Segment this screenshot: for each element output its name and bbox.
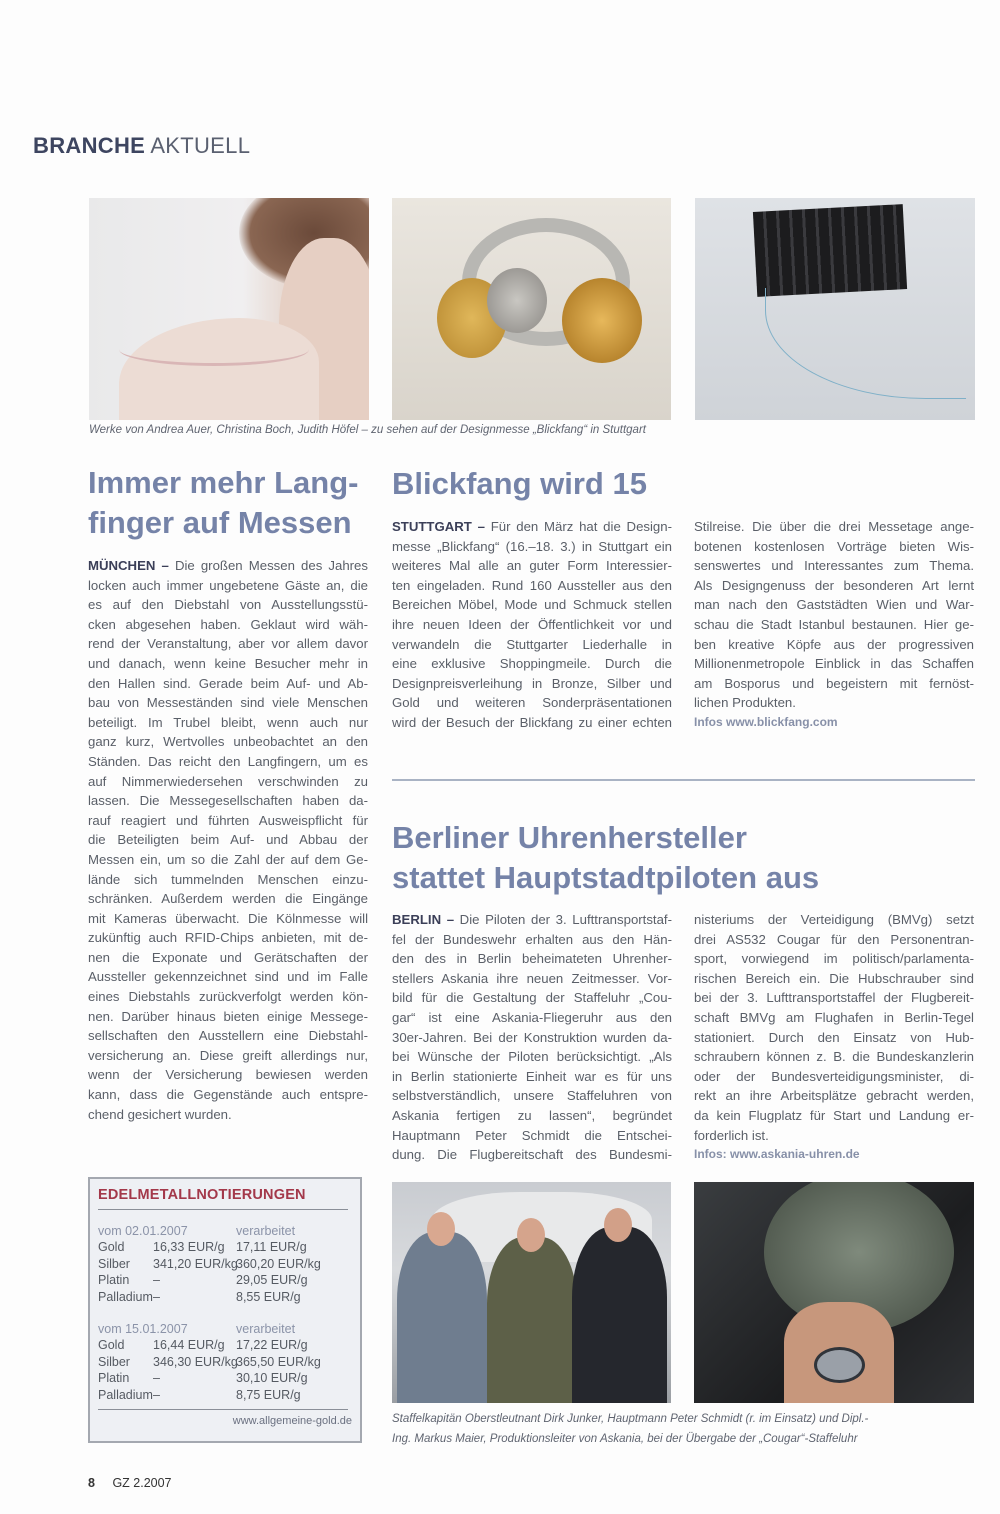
processed-price: 30,10 EUR/g [236, 1371, 308, 1386]
metal-price: – [153, 1387, 160, 1402]
photo-pilot-helmet [694, 1182, 974, 1403]
body-text-line: lände sich tummelnden Menschen einzu- [88, 871, 368, 887]
body-text-line: ganz kurz, Wertvolles unbeobachtet an den [88, 734, 368, 750]
body-text-line: man nach den Gaststädten Wien und War- [694, 597, 974, 613]
body-text-line: ihre neuen Ideen der Öffentlichkeit vor und [392, 616, 672, 632]
body-text-line: die Beteiligten beim Auf- und Abbau der [88, 832, 368, 848]
metal-name: Silber [98, 1354, 130, 1369]
top-photo-caption: Werke von Andrea Auer, Christina Boch, Judith Höfel – zu sehen auf der Designmesse „Blickfang“ in Stuttgart [89, 424, 646, 436]
body-text-line: oder der Bundesverteidigungsminister, di- [694, 1068, 974, 1084]
photo-black-brooch [695, 198, 975, 420]
body-text-line: schraubern können z. B. die Bundeskanzlerin [694, 1049, 974, 1065]
body-text-line: Als Designgenuss der besonderen Art lernt [694, 577, 974, 593]
body-text: Die großen Messen des Jahres [168, 558, 368, 573]
body-text-line: Bereichen Möbel, Mode und Schmuck stellen [392, 597, 672, 613]
processed-label: verarbeitet [236, 1224, 296, 1238]
infos-link[interactable]: Infos: www.askania-uhren.de [694, 1147, 860, 1162]
dateline: MÜNCHEN – [88, 558, 169, 573]
price-row [98, 1272, 353, 1288]
body-text-line: Gold und weiteren Sonderpräsentationen [392, 695, 672, 711]
body-text-line: messe „Blickfang“ (16.–18. 3.) in Stuttgart ein [392, 538, 672, 554]
body-text: Die Piloten der 3. Lufttransportstaf- [454, 912, 672, 927]
body-text-line: sellschaften den Ausstellern eine Diebstahl- [88, 1028, 368, 1044]
body-text-line: den Hallen sind. Gerade beim Auf- und Ab- [88, 675, 368, 691]
body-text-line: eines Diebstahls zurückverfolgt werden kön- [88, 989, 368, 1005]
section-title-light: AKTUELL [150, 133, 251, 158]
dateline: BERLIN – [392, 912, 455, 927]
body-text-line: lassen. Die Messegesellschaften haben da- [88, 793, 368, 809]
photo-rings [392, 198, 671, 420]
article3-headline-line: stattet Hauptstadtpiloten aus [392, 860, 820, 895]
processed-price: 365,50 EUR/kg [236, 1354, 321, 1369]
body-text-line [88, 556, 368, 576]
article2-headline: Blickfang wird 15 [392, 466, 647, 501]
body-text-line: zukünftig auch RFID-Chips anbieten, mit de- [88, 930, 368, 946]
body-text-line: Ständen. Das reicht den Langfingern, um es [88, 753, 368, 769]
photo-pilots-handover [392, 1182, 671, 1403]
body-text-line: bei Wünsche der Piloten berücksichtigt. „Als [392, 1049, 672, 1065]
body-text-line: chend gesichert wurden. [88, 1106, 232, 1122]
article3-body-col2 [694, 910, 974, 1165]
price-date: vom 15.01.2007 [98, 1322, 188, 1336]
body-text-line: weiteres Mal alle an guter Form Interessier- [392, 558, 672, 574]
body-text-line: kann, dass die Gegenstände auch entspre- [88, 1087, 368, 1103]
body-text-line: Messen ein, um so die Zahl der auf dem Ge- [88, 851, 368, 867]
price-row [98, 1239, 353, 1255]
metal-name: Silber [98, 1256, 130, 1271]
price-block-header [98, 1321, 353, 1337]
body-text-line: stationiert. Durch den Einsatz von Hub- [694, 1029, 974, 1045]
processed-label: verarbeitet [236, 1322, 296, 1336]
price-row [98, 1337, 353, 1353]
body-text-line: den des in Berlin beheimateten Uhrenher- [392, 951, 672, 967]
body-text-line: forderlich ist. [694, 1127, 769, 1143]
body-text-line: nen die Exponate und Gerätschaften der [88, 949, 368, 965]
price-row [98, 1370, 353, 1386]
price-block-header [98, 1223, 353, 1239]
processed-price: 8,55 EUR/g [236, 1289, 301, 1304]
article3-headline [392, 818, 819, 898]
caption-line: Ing. Markus Maier, Produktionsleiter von Askania, bei der Übergabe der „Cougar“-Staffeluhr [392, 1433, 858, 1445]
body-text-line: sport, vorwiegend im politisch/parlamenta- [694, 951, 974, 967]
body-text-line: stellers Askania ihre neuen Zeitmesser. Vor- [392, 970, 672, 986]
article1-headline-line: Immer mehr Lang- [88, 465, 359, 500]
infos-link[interactable]: Infos www.blickfang.com [694, 714, 838, 729]
body-text-line: senswertes und Interessantes zum Thema. [694, 558, 974, 574]
article1-headline [88, 463, 358, 543]
price-row [98, 1387, 353, 1403]
metal-price: 16,44 EUR/g [153, 1338, 225, 1353]
body-text-line: dung. Die Flugbereitschaft des Bundesmi- [392, 1147, 672, 1163]
body-text-line: rischen Bereich ein. Die Hubschrauber sind [694, 970, 974, 986]
price-box-rule [98, 1209, 348, 1210]
body-text-line: ten eingeladen. Rund 160 Aussteller aus den [392, 577, 672, 593]
body-text-line: Aussteller gekennzeichnet sind und im Falle [88, 969, 368, 985]
price-row [98, 1289, 353, 1305]
body-text-line: es auf den Diebstahl von Ausstellungsstü- [88, 597, 368, 613]
body-text-line: gar“ ist eine Askania-Fliegeruhr aus den [392, 1009, 672, 1025]
body-text-line: am Bosporus und begeistern mit fernöst- [694, 675, 974, 691]
body-text-line: wird der Besuch der Blickfang zu einer echten [392, 714, 672, 730]
article2-body-col2 [694, 517, 974, 733]
body-text-line: versicherung an. Diese greift allerdings nur, [88, 1047, 368, 1063]
body-text-line: Designpreisverleihung in Bronze, Silber und [392, 675, 672, 691]
processed-price: 17,22 EUR/g [236, 1338, 308, 1353]
body-text-line: verwandeln die Stuttgarter Liederhalle in [392, 636, 672, 652]
body-text-line: bild für die Gestaltung der Staffeluhr „Cou- [392, 990, 672, 1006]
body-text-line: ben kreative Köpfe aus der progressiven [694, 636, 974, 652]
metal-price: 16,33 EUR/g [153, 1240, 225, 1255]
body-text-line: Stilreise. Die über die drei Messetage ange- [694, 519, 974, 534]
metal-price: – [153, 1289, 160, 1304]
body-text-line: botenen kostenlosen Vorträge bieten Wis- [694, 538, 974, 554]
metal-name: Platin [98, 1273, 130, 1288]
body-text-line: locken auch immer ungebetene Gäste an, die [88, 577, 368, 593]
body-text-line: selbstverständlich, unsere Staffeluhren von [392, 1088, 672, 1104]
price-row [98, 1256, 353, 1272]
metal-name: Gold [98, 1338, 125, 1353]
body-text-line: auf Nimmerwiedersehen verschwinden zu [88, 773, 368, 789]
metal-name: Palladium [98, 1387, 153, 1402]
metal-name: Palladium [98, 1289, 153, 1304]
body-text-line: bei der 3. Lufttransportstaffel der Flugbereit- [694, 990, 974, 1006]
body-text-line: in Berlin stationierte Einheit war es für uns [392, 1068, 672, 1084]
price-box-title: EDELMETALLNOTIERUNGEN [98, 1187, 306, 1203]
body-text-line: nen. Darüber hinaus bieten einige Messege- [88, 1008, 368, 1024]
body-text-line: eine exklusive Shoppingmeile. Durch die [392, 656, 672, 672]
body-text-line: da kein Flugplatz für Start und Landung er- [694, 1107, 974, 1123]
body-text-line: drei AS532 Cougar für den Personentran- [694, 931, 974, 947]
article2-body-col1 [392, 517, 672, 733]
body-text-line: mit Kameras überwacht. Die Kölnmesse will [88, 910, 368, 926]
body-text-line: schaft BMVg am Flughafen in Berlin-Tegel [694, 1009, 974, 1025]
body-text-line: und danach, wenn keine Besucher mehr in [88, 655, 368, 671]
body-text-line: fel der Bundeswehr erhalten aus den Hän- [392, 931, 672, 947]
body-text-line: rauf reagiert und führten Ausweispflicht für [88, 812, 368, 828]
body-text-line: nisteriums der Verteidigung (BMVg) setzt [694, 912, 974, 927]
body-text: Für den März hat die Design- [484, 519, 672, 534]
price-box-source: www.allgemeine-gold.de [232, 1415, 352, 1427]
body-text-line [392, 517, 672, 537]
body-text-line: Askania fertigen zu lassen“, begründet [392, 1107, 672, 1123]
issue-label: GZ 2.2007 [112, 1476, 172, 1490]
caption-line: Staffelkapitän Oberstleutnant Dirk Junker, Hauptmann Peter Schmidt (r. im Einsatz) und Dipl.- [392, 1413, 869, 1425]
metal-price: 346,30 EUR/kg [153, 1354, 238, 1369]
bottom-photo-caption [392, 1409, 868, 1449]
section-title-bold: BRANCHE [33, 133, 146, 158]
processed-price: 17,11 EUR/g [236, 1240, 307, 1255]
metal-price: – [153, 1371, 160, 1386]
body-text-line: Hauptmann Peter Schmidt die Entschei- [392, 1127, 672, 1143]
price-date: vom 02.01.2007 [98, 1224, 188, 1238]
body-text-line: bau von Messeständen sind viele Menschen [88, 695, 368, 711]
body-text-line: wenn der Versicherung bewiesen werden [88, 1067, 368, 1083]
page-number: 8 [88, 1476, 95, 1490]
body-text-line: rend der Veranstaltung, aber vor allem davor [88, 636, 368, 652]
body-text-line [392, 910, 672, 930]
body-text-line: beteiligt. Im Trubel bleibt, wenn auch nur [88, 714, 368, 730]
body-text-line: lichen Produkten. [694, 695, 796, 711]
article3-body-col1 [392, 910, 672, 1165]
metal-name: Platin [98, 1371, 130, 1386]
body-text-line: schränken. Außerdem werden die Eingänge [88, 891, 368, 907]
processed-price: 29,05 EUR/g [236, 1273, 308, 1288]
precious-metal-prices-box [88, 1177, 362, 1443]
metal-price: – [153, 1273, 160, 1288]
photo-necklace-woman [89, 198, 369, 420]
dateline: STUTTGART – [392, 519, 485, 534]
article1-headline-line: finger auf Messen [88, 505, 352, 540]
article1-body [88, 556, 368, 1124]
body-text-line: cken abgesehen haben. Geklaut wird wäh- [88, 616, 368, 632]
body-text-line: schau die Stadt Istanbul bestaunen. Hier ge- [694, 616, 974, 632]
price-row [98, 1354, 353, 1370]
metal-price: 341,20 EUR/kg [153, 1256, 238, 1271]
article3-headline-line: Berliner Uhrenhersteller [392, 820, 747, 855]
price-box-rule [98, 1409, 348, 1410]
body-text-line: rekt an ihre Arbeitsplätze gebracht werden, [694, 1088, 974, 1104]
page-footer [88, 1476, 172, 1490]
body-text-line: Millionenmetropole Einblick in das Schaffen [694, 656, 974, 672]
processed-price: 8,75 EUR/g [236, 1387, 301, 1402]
article-divider [392, 779, 975, 781]
metal-name: Gold [98, 1240, 125, 1255]
section-title [33, 133, 250, 159]
processed-price: 360,20 EUR/kg [236, 1256, 321, 1271]
body-text-line: 30er-Jahren. Bei der Konstruktion wurden da- [392, 1029, 672, 1045]
